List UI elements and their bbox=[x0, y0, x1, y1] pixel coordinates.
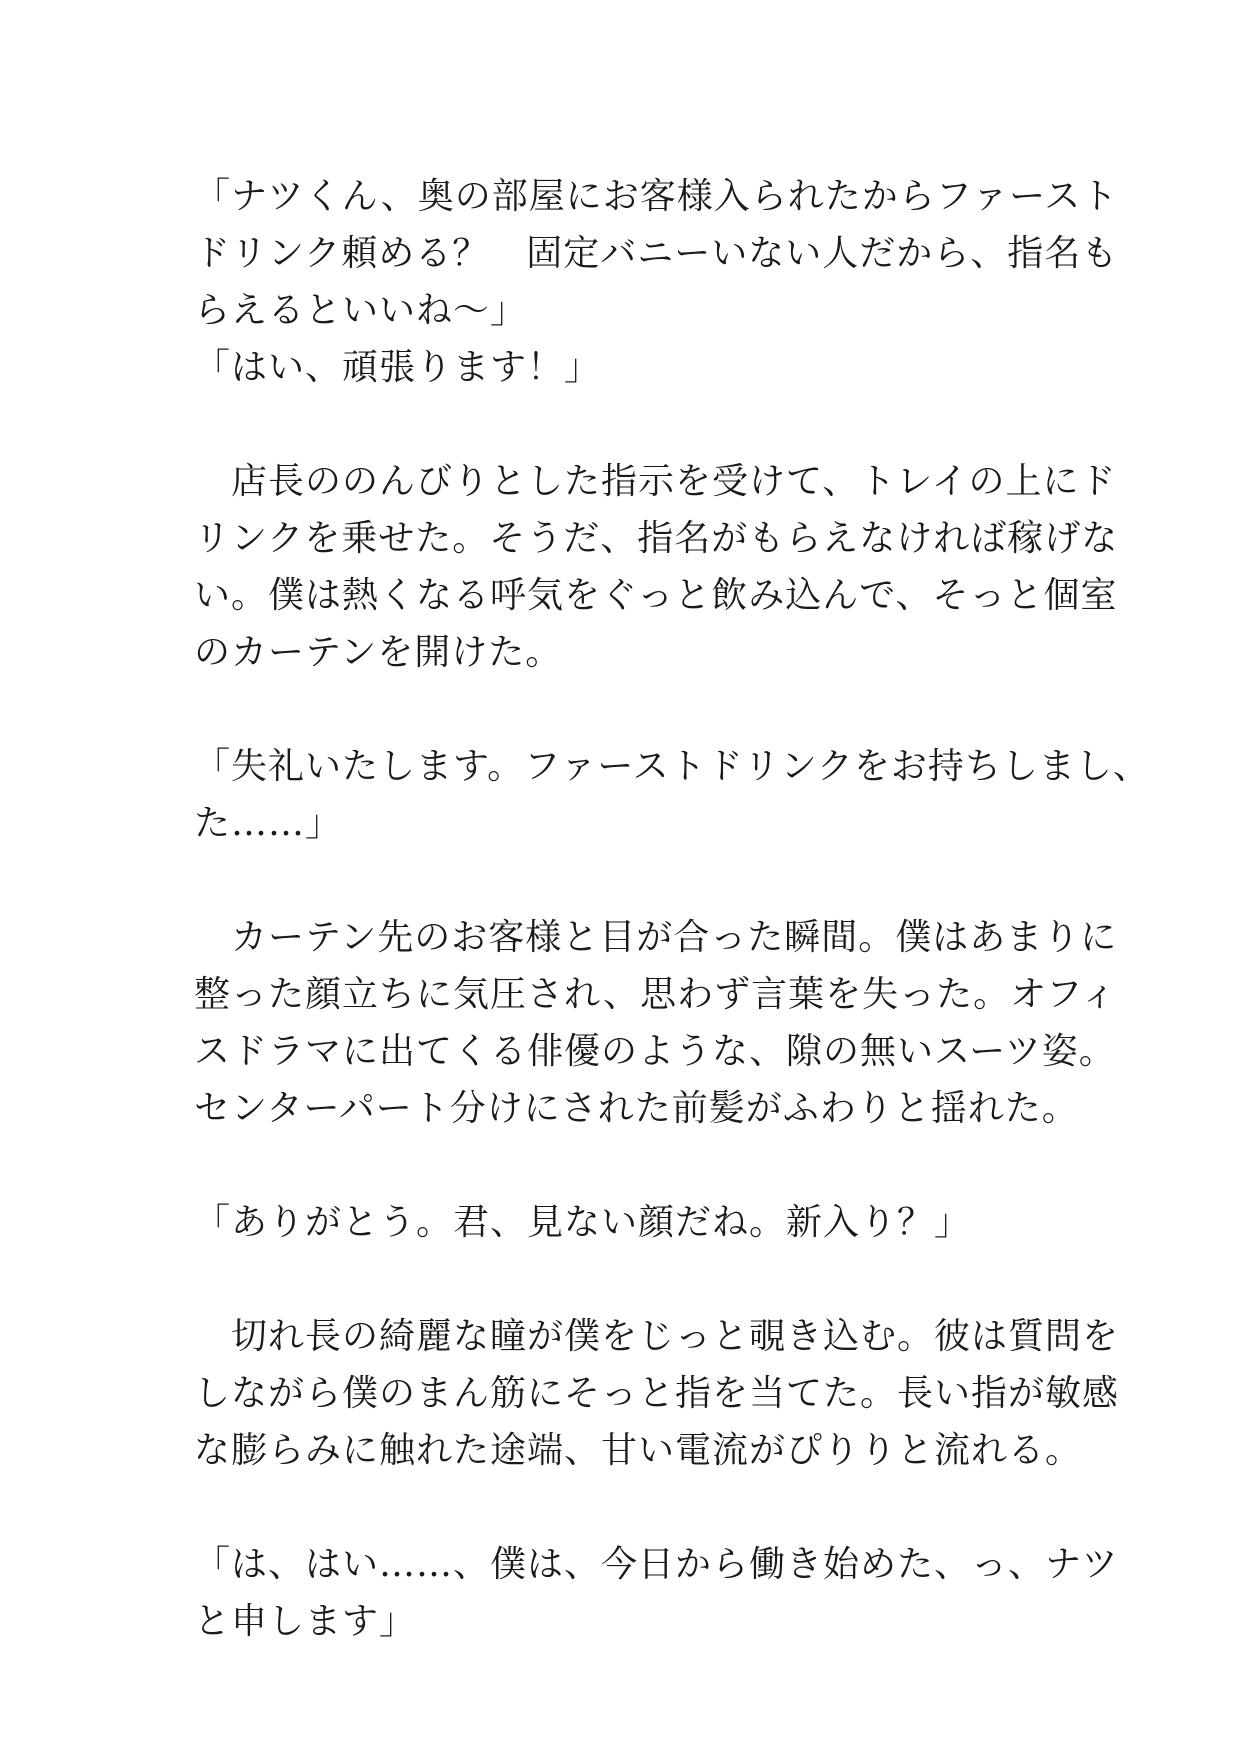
paragraph-gap bbox=[194, 1137, 1074, 1194]
paragraph-gap bbox=[194, 396, 1074, 453]
text-line: た……」 bbox=[194, 803, 343, 844]
text-line: と申します」 bbox=[194, 1601, 417, 1642]
paragraph-gap bbox=[194, 1479, 1074, 1536]
text-line: らえるといいね～」 bbox=[194, 290, 528, 331]
body-text bbox=[194, 168, 1150, 1650]
text-line: 「失礼いたします。ファーストドリンクをお持ちしまし、 bbox=[194, 746, 1150, 787]
text-line: 「は、はい……、僕は、今日から働き始めた、っ、ナツ bbox=[194, 1544, 1119, 1585]
text-line: リンクを乗せた。そうだ、指名がもらえなければ稼げな bbox=[194, 518, 1119, 559]
text-line: な膨らみに触れた途端、甘い電流がぴりりと流れる。 bbox=[194, 1430, 1083, 1471]
text-line: 「ナツくん、奥の部屋にお客様入られたからファースト bbox=[194, 176, 1119, 217]
text-line: しながら僕のまん筋にそっと指を当てた。長い指が敏感 bbox=[194, 1373, 1120, 1414]
text-line: スドラマに出てくる俳優のような、隙の無いスーツ姿。 bbox=[194, 1031, 1116, 1072]
text-line: 整った顔立ちに気圧され、思わず言葉を失った。オフィ bbox=[194, 974, 1118, 1015]
text-line: カーテン先のお客様と目が合った瞬間。僕はあまりに bbox=[194, 917, 1118, 958]
paragraph-gap bbox=[194, 1251, 1074, 1308]
text-line: 「はい、頑張ります！」 bbox=[194, 347, 602, 388]
text-line: 切れ長の綺麗な瞳が僕をじっと覗き込む。彼は質問を bbox=[194, 1316, 1120, 1357]
paragraph-gap bbox=[194, 681, 1074, 738]
text-line: ドリンク頼める？ 固定バニーいない人だから、指名も bbox=[194, 233, 1119, 274]
text-line: 店長ののんびりとした指示を受けて、トレイの上にド bbox=[194, 461, 1117, 502]
paragraph-gap bbox=[194, 852, 1074, 909]
text-line: い。僕は熱くなる呼気をぐっと飲み込んで、そっと個室 bbox=[194, 575, 1118, 616]
text-line: 「ありがとう。君、見ない顔だね。新入り？」 bbox=[194, 1202, 972, 1243]
text-line: のカーテンを開けた。 bbox=[194, 632, 563, 673]
text-line: センターパート分けにされた前髪がふわりと揺れた。 bbox=[194, 1088, 1079, 1129]
